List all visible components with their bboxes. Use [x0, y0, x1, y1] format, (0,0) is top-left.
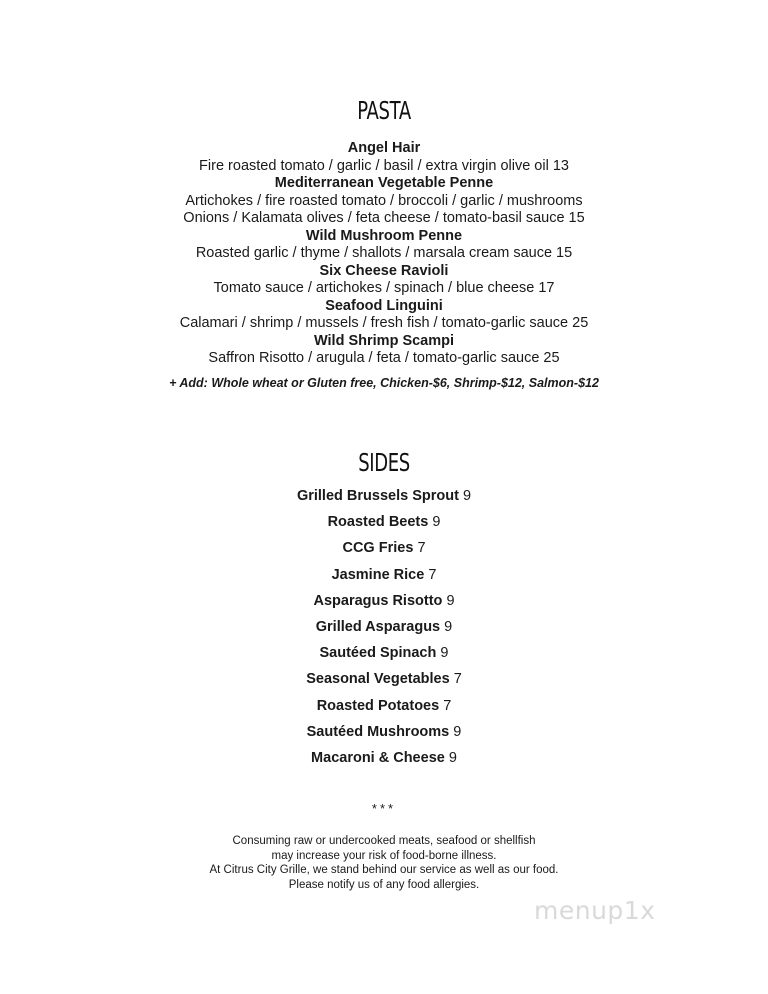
- side-item: [0, 696, 768, 722]
- pasta-item-name: Mediterranean Vegetable Penne: [274, 175, 494, 191]
- side-item-name: Jasmine Rice: [331, 566, 425, 583]
- pasta-item-name: Six Cheese Ravioli: [319, 262, 449, 279]
- side-item-price: 9: [448, 749, 457, 766]
- side-item-name: Asparagus Risotto: [313, 592, 443, 609]
- side-item: [0, 591, 768, 617]
- side-item-price: 7: [443, 697, 452, 714]
- pasta-item-wild-shrimp-scampi: [0, 333, 768, 368]
- pasta-item-seafood-linguini: [0, 298, 768, 333]
- section-separator: ***: [371, 801, 397, 816]
- pasta-item-angel-hair: [0, 140, 768, 175]
- pasta-item-name: Seafood Linguini: [325, 297, 443, 314]
- pasta-section-title: PASTA: [357, 96, 411, 125]
- pasta-item-description: Roasted garlic / thyme / shallots / marsala cream sauce 15: [195, 245, 573, 261]
- side-item: [0, 538, 768, 564]
- pasta-item-description: Tomato sauce / artichokes / spinach / blue cheese 17: [213, 280, 555, 296]
- pasta-add-ons-note: + Add: Whole wheat or Gluten free, Chicken-$6, Shrimp-$12, Salmon-$12: [169, 376, 599, 390]
- pasta-item-description: Saffron Risotto / arugula / feta / tomato-garlic sauce 25: [208, 350, 560, 366]
- sides-section-title: SIDES: [358, 448, 410, 477]
- side-item-name: Grilled Brussels Sprout: [296, 488, 459, 504]
- pasta-item-description: Calamari / shrimp / mussels / fresh fish / tomato-garlic sauce 25: [179, 315, 589, 331]
- side-item: [0, 643, 768, 669]
- side-item: [0, 617, 768, 643]
- pasta-list: [0, 140, 768, 368]
- pasta-item-name: Angel Hair: [347, 140, 421, 156]
- side-item-price: 9: [432, 514, 441, 531]
- pasta-item-description: Artichokes / fire roasted tomato / broccoli / garlic / mushrooms: [185, 192, 583, 209]
- pasta-item-description: Fire roasted tomato / garlic / basil / extra virgin olive oil 13: [199, 157, 569, 174]
- disclaimer-line: may increase your risk of food-borne illness.: [271, 849, 497, 862]
- pasta-item-wild-mushroom-penne: [0, 228, 768, 263]
- disclaimer-line: Please notify us of any food allergies.: [288, 878, 480, 891]
- side-item-name: Sautéed Spinach: [319, 645, 437, 662]
- disclaimer-line: Consuming raw or undercooked meats, seafood or shellfish: [232, 835, 536, 847]
- side-item: [0, 748, 768, 774]
- side-item-name: Sautéed Mushrooms: [306, 723, 450, 740]
- side-item-name: CCG Fries: [342, 540, 414, 557]
- pasta-item-mediterranean-vegetable-penne: [0, 175, 768, 228]
- side-item: [0, 669, 768, 695]
- sides-list: [0, 486, 768, 774]
- side-item-price: 7: [417, 540, 426, 557]
- disclaimer-line: At Citrus City Grille, we stand behind our service as well as our food.: [209, 864, 559, 876]
- menupix-watermark: menup1x: [534, 896, 656, 925]
- side-item: [0, 512, 768, 538]
- side-item-name: Roasted Potatoes: [316, 697, 440, 714]
- side-item-name: Seasonal Vegetables: [306, 671, 450, 688]
- pasta-item-name: Wild Mushroom Penne: [305, 227, 463, 244]
- side-item-price: 9: [444, 618, 453, 635]
- side-item: [0, 722, 768, 748]
- side-item-price: 9: [462, 488, 472, 504]
- side-item-price: 7: [428, 566, 437, 583]
- side-item-price: 7: [453, 671, 462, 688]
- side-item-price: 9: [440, 645, 449, 662]
- side-item-price: 9: [453, 723, 462, 740]
- side-item-name: Roasted Beets: [327, 514, 429, 531]
- side-item-name: Grilled Asparagus: [315, 618, 441, 635]
- pasta-item-description: Onions / Kalamata olives / feta cheese / tomato-basil sauce 15: [183, 210, 585, 226]
- pasta-item-name: Wild Shrimp Scampi: [313, 332, 455, 349]
- side-item: [0, 565, 768, 591]
- side-item: [0, 486, 768, 512]
- food-safety-disclaimer: [0, 834, 768, 892]
- pasta-item-six-cheese-ravioli: [0, 263, 768, 298]
- side-item-price: 9: [446, 592, 455, 609]
- side-item-name: Macaroni & Cheese: [311, 749, 445, 766]
